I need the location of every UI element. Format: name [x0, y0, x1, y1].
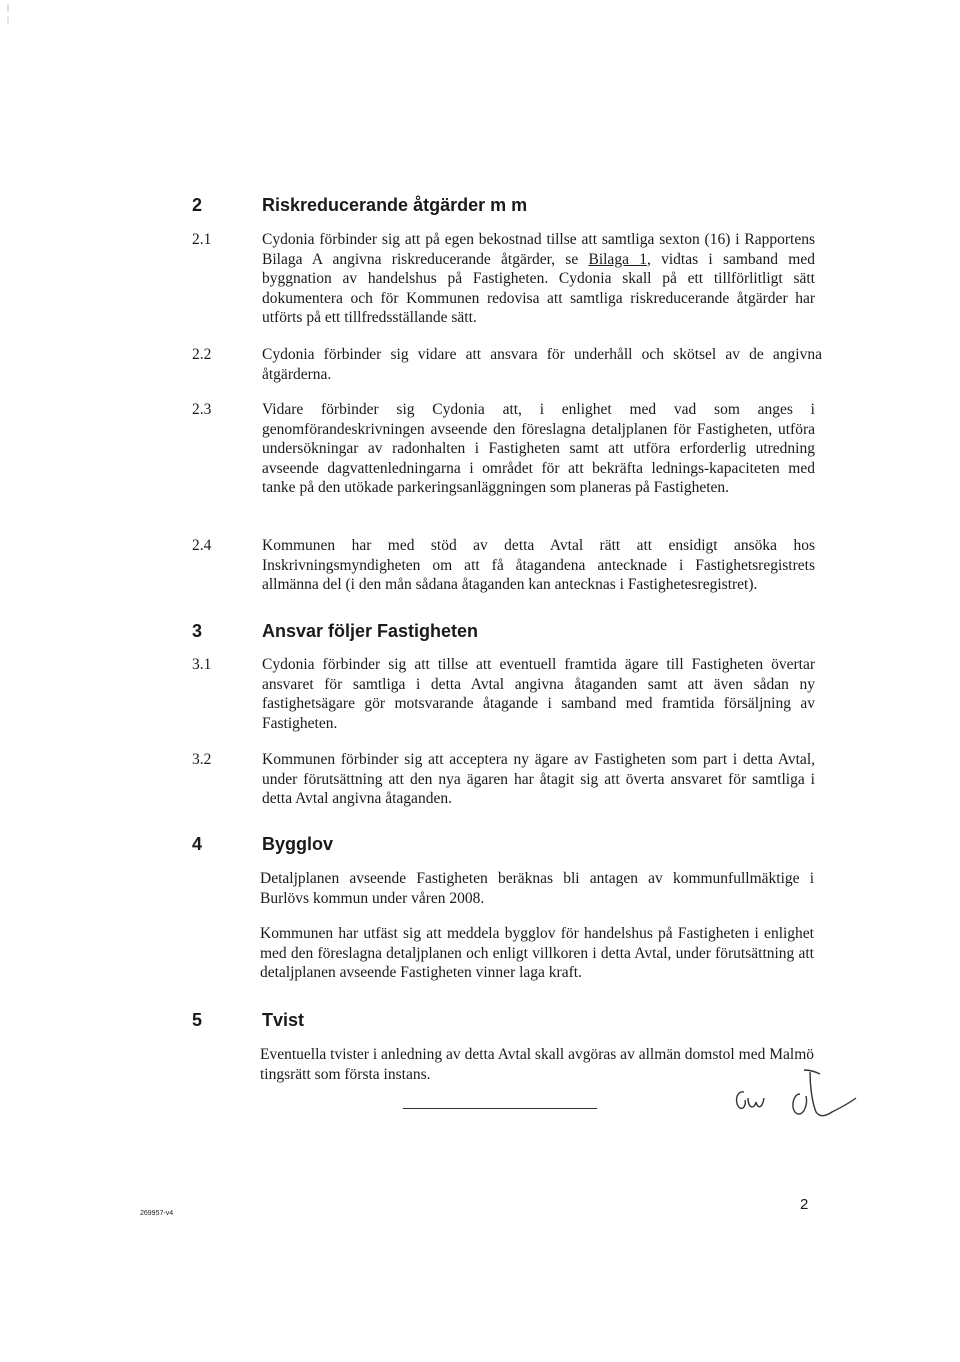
- bilaga-1-link[interactable]: Bilaga 1: [588, 250, 647, 268]
- section-title: Bygglov: [262, 834, 334, 854]
- clause-text-2-2: Cydonia förbinder sig vidare att ansvara för underhåll och skötsel av de angivna åtgärderna.: [262, 346, 822, 383]
- scan-mark: [6, 4, 10, 26]
- clause-number-2-4: 2.4: [192, 537, 212, 554]
- clause-number-2-3: 2.3: [192, 401, 212, 418]
- section-title: Ansvar följer Fastigheten: [262, 621, 479, 641]
- clause-text-2-4: Kommunen har med stöd av detta Avtal rätt att ensidigt ansöka hos Inskrivningsmyndigheten om att få åtagandena antecknade i Fastighetsregistrets allmänna del (i den mån sådana åtaganden kan antecknas i Fastighetesregistret).: [262, 537, 815, 593]
- clause-number-2-2: 2.2: [192, 346, 212, 363]
- page-number: 2: [800, 1196, 809, 1213]
- section-number: 4: [192, 834, 203, 854]
- clause-text-part: , vidtas i samband med byggnation av handelshus på Fastigheten. Cydonia skall på ett tillförlitligt sätt dokumentera och för Kommunen redovisa att samtliga riskreducerande åtgärder har utförts på ett tillfredsställande sätt.: [262, 250, 815, 326]
- tvist-paragraph: Eventuella tvister i anledning av detta Avtal skall avgöras av allmän domstol med Malmö tingsrätt som första instans.: [260, 1046, 814, 1083]
- clause-text-2-1: [262, 230, 815, 328]
- bygglov-paragraph-1: Detaljplanen avseende Fastigheten beräknas bli antagen av kommunfullmäktige i Burlövs kommun under våren 2008.: [260, 870, 814, 907]
- section-title: Riskreducerande åtgärder m m: [262, 195, 528, 215]
- section-number: 2: [192, 195, 203, 215]
- clause-number-2-1: 2.1: [192, 231, 212, 248]
- clause-number-3-1: 3.1: [192, 656, 212, 673]
- clause-text-3-2: Kommunen förbinder sig att acceptera ny ägare av Fastigheten som part i detta Avtal, under förutsättning att den nya ägaren har åtagit sig att överta ansvaret för samtliga i detta Avtal angivna åtaganden.: [262, 751, 815, 807]
- section-number: 3: [192, 621, 203, 641]
- section-number: 5: [192, 1010, 203, 1030]
- clause-text-2-3: Vidare förbinder sig Cydonia att, i enlighet med vad som anges i genomförandeskrivningen avseende den föreslagna detaljplanen för Fastigheten, utföra undersökningar av radonhalten i Fastigheten samt att utföra erforderlig utredning avseende dagvattenledningarna i området för att bekräfta lednings-kapaciteten med tanke på den utökade parkeringsanläggningen som planeras på Fastigheten.: [262, 401, 815, 496]
- bygglov-paragraph-2: Kommunen har utfäst sig att meddela bygglov för handelshus på Fastigheten i enlighet med den föreslagna detaljplanen och enligt villkoren i detta Avtal, under förutsättning att detaljplanen avseende Fastigheten vinner laga kraft.: [260, 925, 814, 981]
- section-title: Tvist: [262, 1010, 305, 1030]
- handwritten-initials: [730, 1068, 860, 1126]
- clause-number-3-2: 3.2: [192, 751, 212, 768]
- signature-line: [403, 1108, 597, 1109]
- clause-text-part: Cydonia förbinder sig att på egen bekostnad tillse att samtliga sexton (16) i Rapportens Bilaga A angivna riskreducerande åtgärder, se: [262, 231, 815, 268]
- clause-text-3-1: Cydonia förbinder sig att tillse att eventuell framtida ägare till Fastigheten övertar ansvaret för samtliga i detta Avtal angivna åtaganden samt att även sådan ny fastighetsägare gör motsvarande åtagande i samband med framtida försäljning av Fastigheten.: [262, 656, 815, 732]
- document-reference: 269957-v4: [140, 1210, 174, 1217]
